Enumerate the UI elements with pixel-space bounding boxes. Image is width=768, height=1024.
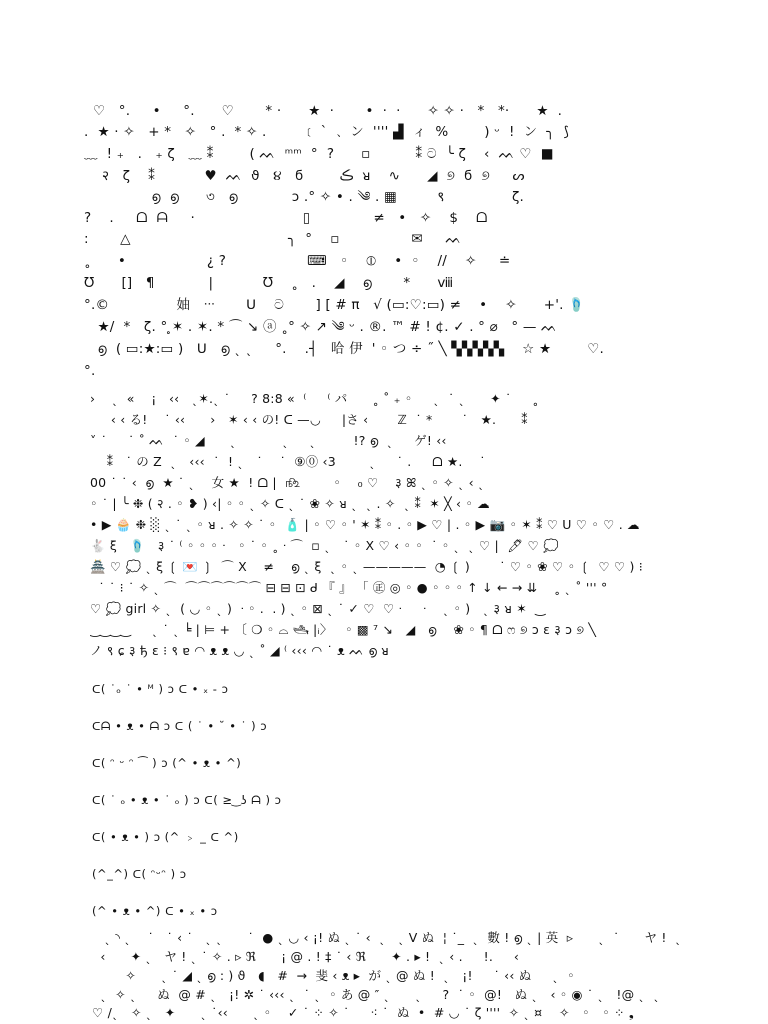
text-line: ノ ९ ɕ ३ ђ ɛ ⁝ ९ ɐ ◠ ᴥ ᴥ ◡ ˎ ˚ ◢ ⁽ ‹‹‹ ◠ ˙ ᴥ ᨓ ൭ ᴚ — [90, 643, 389, 658]
text-line: ♡ °. • °. ♡ * · ★ · • · · ✧ ✧ · * *· ★ . — [84, 103, 563, 119]
text-line: 00 ˙ ˙ ‹ ൭ ★ ˙ ˎ 女 ★ ! ᗝ | ௺ ◦ ₀ ♡ ३ ꕤ ˎ ◦ ✧ ˎ ‹ ˎ — [90, 475, 485, 490]
text-line: ⁑ ˙ の Z ˎ ‹‹‹ ˙ ! ˎ ˙ ˙ ⑨⓪ ‹3 ˎ ˙ . ᗝ ★. ˙ — [90, 454, 486, 469]
text-line: ˅ ˙ ˙ ˚ ᨓ ˙ ◦ ◢ ˎ ˎ ˎ !? ൭ ˎ ゲ! ‹‹ — [90, 433, 447, 448]
text-line: ൭ ( ▭:★:▭ ) ᑌ ൭ ˎ ˎ °. .┤ 哈 伊 ' ◦ つ ÷ ˝ ╲ ▚▚▚▚▚ ☆ ★ ♡. — [84, 341, 604, 357]
text-line: ♡ /ˎ ✧ ˎ ✦ ˎ ˙‹‹ ˎ ◦ ✓ ˙ ⁘ ✧ ˙ ⁖ ˙ ぬ • # ◡ ˙ ζ '''' ✧ ˎ ¤ ✧ ◦ ◦ ⁘ ❟ — [92, 1005, 634, 1020]
text-line: °. — [84, 363, 96, 379]
text-line: ◦ ˙ | ╰ ❉ ( २ . ◦ ❥ ) ‹| ◦ ◦ ˎ ✧ ᑕ ˎ ˙ ❀ ✧ ᴚ ˎ ˎ . ✧ ˎ ⁑ ✶ ╳ ‹ ◦ ☁ — [90, 496, 490, 511]
text-line: ൭ ൭ ৩ ൭ ɔ .° ✧ • . ༄ . ▦ ९ ζ. — [84, 189, 525, 205]
kaomoji-line: ᑕ( ᵔ ᵕ ᵔ ⁀ ) ɔ (^ • ᴥ • ^) — [92, 756, 242, 770]
kaomoji-line: ᑕ( ˙ₒ ˙ • ᴹ ) ɔ ᑕ • ₓ - ɔ — [92, 682, 229, 696]
kaomoji-line: ᑕ( ˙ ₒ • ᴥ • ˙ ₒ ) ɔ ᑕ( ≥ ͜ ʖ ᗩ ) ɔ — [92, 793, 282, 807]
text-line: ‹ ‹ る! ˙ ‹‹ › ✶ ‹ ‹ の! ᑕ —◡ |さ ‹ ℤ ˙ * ˙ ★. ⁑ — [90, 412, 528, 427]
text-line: ˳ • ¿ ? ⌨ ◦ ⦶ • ◦ // ✧ ≐ — [84, 253, 511, 269]
text-line: 🐇 ξ 🩴 ३ ˙ ⁽ ◦ ◦ ◦ ᐧ ◦ ˙ ◦ ˳ ᐧ ⌒ ▫ ˎ ˙ ◦ X ♡ ‹ ◦ ◦ ˙ ◦ ˎ ˎ ♡ | 🖊 ♡ 💭 — [90, 538, 559, 553]
text-line: • ▶ 🧁 ❉ ░ ˎ ˙ ˎ ◦ ᴚ . ✧ ✧ ˙ ◦ 🧴 | ◦ ♡ ◦ ' ✶ ⁑ ◦ . ◦ ▶ ♡ | . ◦ ▶ 📷 ◦ ✶ ⁑ ♡ ᑌ ♡ ◦ ♡ . ☁ — [90, 517, 640, 532]
text-line: ‹ ✦ ˎ ヤ ! ˎ ˙ ✧ . ▹ ℜ ¡ @ . ! ‡ ˙ ‹ ℜ ✦ . ▸ ! ˎ ‹ . !. ‹ — [92, 949, 520, 964]
text-line: ‿‿‿‿ ˎ ˙ ˎ ╘ | ⊨ + 〔 ❍ ◦ ⌓ 🛥 |ᵢ〉 ◦ ▩ ⁷ ↘ ◢ ൭ ❀ ◦ ¶ ᗝ ෆ ୭ ɔ ɛ ३ ɔ ୭ ╲ — [90, 622, 597, 637]
text-line: . ★ · ✧ + * ✧ ° . * ✧ . ﹝ ` ﹑ ン '''' ▟ ィ % ) ᵕ ! ン ╮ ⟆ — [84, 124, 570, 140]
text-line: : △ ╮ ° ▫ ✉ ᨓ — [84, 231, 462, 247]
text-line: ★/ * ζ. ° ̥✶ . ✶. * ⌒ ↘ ⓐ ˳° ✧ ↗ ༄ ᵕ . ®. ™ # ! ¢. ✓ . ° ⌀ ° — ᨓ — [84, 319, 558, 335]
text-line: 🏯 ♡ 💭 ˎ ξ ❲ 💌 ❳ ⌒ X ≠ ൭ ˎ ξ ˎ ◦ ˎ ————— ◔ ❲ ) ˙ ♡ ◦ ❀ ♡ ◦ ❲ ♡ ♡ ) ⁝ — [90, 559, 643, 574]
text-line: › ˎ « ¡ ‹‹ ˎ✶.ˎ ˙ ? 8:8 « ⁽ ⁽ パ ˳ ˚ ₊ ◦ ˎ ˙ ˎ ✦ ˙ ˳ — [90, 391, 539, 406]
text-line: ? . ᗝ ᗩ · ▯ ≠ • ✧ $ ᗝ — [84, 210, 488, 226]
text-line: २ ζ ⁑ ♥ ᨓ ϑ ૪ ϭ ڪ ᴚ ∿ ◢ ୭ ϭ ୭ ᔕ — [84, 168, 525, 184]
text-line: ˙ ˙ ⁝ ˙ ✧ ˎ ⌒ ⌒⌒⌒⌒⌒⌒ ⊟ ⊟ ⊡ ᑯ 『 』 「 ㊣ ◎ ◦ ● ◦ ◦ ◦ ↑ ↓ ← → ⇊ ˳ ˎ ˚ ''' ° — [90, 580, 608, 595]
text-line: ﹏ ! ₊ . ₊ ζ ﹏ ⁑ ( ᨓ ᵐᵐ ° ? ▫ ⁑ ට ╰ ζ ‹ ᨓ ♡ ■ — [84, 146, 554, 162]
text-line: ˎ ✧ ˎ ぬ @ # ˎ ¡! ✲ ˙ ‹‹‹ ˎ ˙ ˎ ◦ あ @ ″ ˎ ˎ ? ˙ ◦ @! ぬ ˎ ‹ ◦ ◉ ˙ ˎ !@ ˎ ˎ — [92, 987, 660, 1002]
text-line: Ʊ [] ¶ | Ʊ ˳ . ◢ ൭ * ⅷ — [84, 275, 454, 291]
text-line: ✧ ˎ ˙ ◢ ˎ ൭ : ) ϑ ◖ # → 斐 ‹ ᴥ ▸ が ˎ @ ぬ ! ˎ ¡! ˙ ‹‹ ぬ ˎ ◦ — [92, 968, 575, 983]
text-line: °.© 妯 ᐧᐧᐧ ᑌ ට ] [ # π √ (▭:♡:▭) ≠ • ✧ +'. 🩴 — [84, 297, 586, 313]
text-line: ♡ 💭 girl ✧ ˎ ( ◡ ◦ ˎ ) ᐧ ◦ . . ) ˎ ◦ ⊠ ˎ ˙ ✓ ♡ ♡ ᐧ ᐧ ˎ ◦ ) ˎ ३ ᴚ ✶ ‿ — [90, 601, 546, 616]
kaomoji-line: (^_^) ᑕ( ᵔᵕᵔ ) ɔ — [92, 867, 187, 881]
text-line: ˎ ◝ ˎ ˙ ˙ ‹ ˙ ˎ ˎ ˙ ● ˎ ◡ ‹ ¡! ぬ ˎ ˙ ‹ ˎ ˎ V ぬ ¦ ˙_ ˎ 數 ! ൭ ˎ | 英 ▹ ˎ ˙ ヤ ! ˎ — [92, 930, 682, 945]
kaomoji-line: (^ • ᴥ • ^) ᑕ • ₓ • ɔ — [92, 904, 218, 918]
kaomoji-line: ᑕ( • ᴥ • ) ɔ (^ ﹥ _ ᑕ ^) — [92, 830, 239, 844]
kaomoji-line: ᑕᗩ • ᴥ • ᗩ ɔ ᑕ ( ˙ • ˘ • ˙ ) ɔ — [92, 719, 268, 733]
